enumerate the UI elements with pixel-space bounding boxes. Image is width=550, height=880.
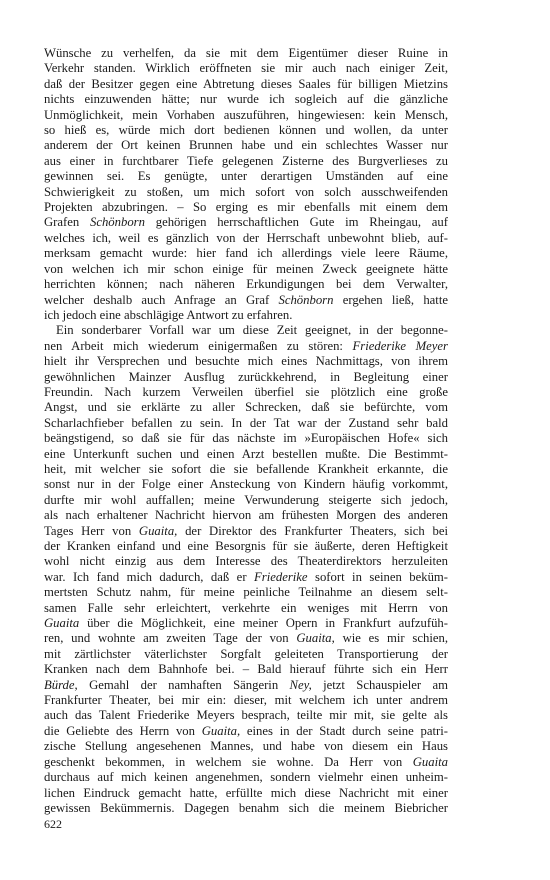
text-run: über die Möglichkeit, eine meiner Opern in Frankfurt aufzufüh- — [79, 616, 448, 631]
text-run: welcher deshalb auch Anfrage an Graf — [44, 292, 279, 307]
text-run: Wünsche zu verhelfen, da sie mit dem Eigentümer dieser Ruine in — [44, 46, 448, 60]
text-line — [44, 46, 448, 61]
text-line — [44, 92, 448, 107]
italic-name: Bürde, — [44, 677, 78, 692]
text-run: Projekten abzubringen. – So erging es mir ebenfalls mit einem dem — [44, 200, 448, 215]
text-run: Scharlachfieber befallen zu sein. In der Tat war der Zustand sehr bald — [44, 415, 448, 430]
text-line — [44, 601, 448, 616]
text-run: Angst, und sie erklärte zu aller Schrecken, daß sie befürchte, vom — [44, 400, 448, 415]
italic-name: Schönborn — [278, 292, 334, 307]
italic-name: Guaita, — [138, 523, 178, 538]
text-run: so hieß es, würde mich dort bedienen können und wollen, da unter — [44, 123, 448, 138]
text-line — [44, 662, 448, 677]
text-run: zische Stellung angesehenen Mannes, und habe von diesem ein Haus — [44, 739, 448, 754]
text-line — [44, 416, 448, 431]
text-run: Gemahl der namhaften Sängerin — [77, 677, 290, 692]
text-run: Unmöglichkeit, mein Vorhaben auszuführen, hingewiesen: kein Mensch, — [44, 107, 448, 122]
text-run: sonst nur in der Folge einer Ansteckung von Kindern häufig vorkommt, — [44, 477, 448, 492]
text-run: aus einer in furchtbarer Tiefe gelegenen Zisterne des Burgverlieses zu — [44, 153, 448, 168]
text-line — [44, 786, 448, 801]
text-line — [44, 400, 448, 415]
paragraph — [44, 46, 448, 323]
text-run: eine Unterkunft suchen und einen Arzt bestellen mußte. Die Bestimmt- — [44, 446, 448, 461]
text-line — [44, 77, 448, 92]
text-line — [44, 169, 448, 184]
text-run: Frankfurter Theater, bei mir ein: dieser, mit welchem ich unter andrem — [44, 693, 448, 708]
text-line — [44, 293, 448, 308]
text-line — [44, 123, 448, 138]
text-line — [44, 262, 448, 277]
text-run: daß der Besitzer gegen eine Abtretung dieses Saales für billigen Mietzins — [44, 76, 448, 91]
text-line — [44, 770, 448, 785]
text-line — [44, 554, 448, 569]
text-run: war. Ich fand mich dadurch, daß er — [44, 569, 254, 584]
text-line — [44, 370, 448, 385]
text-line — [44, 138, 448, 153]
text-line — [44, 724, 448, 739]
text-run: jetzt Schauspieler am — [311, 677, 448, 692]
paragraph — [44, 323, 448, 816]
text-line — [44, 508, 448, 523]
text-run: welches ich, weil es gänzlich von der Herrschaft unbewohnt blieb, auf- — [44, 230, 448, 245]
text-line — [44, 493, 448, 508]
text-line — [44, 61, 448, 76]
text-line — [44, 631, 448, 646]
text-line — [44, 708, 448, 723]
text-line — [44, 246, 448, 261]
text-run: mit zärtlichster väterlichster Sorgfalt geleiteten Transportierung der — [44, 646, 448, 661]
text-run: der Direktor des Frankfurter Theaters, sich bei — [177, 523, 448, 538]
text-run: sofort in seinen beküm- — [307, 569, 449, 584]
text-run: gewinnen sei. Es genügte, unter derartigen Umständen auf eine — [44, 169, 448, 184]
text-run: Schwierigkeit zu stoßen, um mich sofort von solch ausschweifenden — [44, 184, 448, 199]
text-line — [44, 477, 448, 492]
text-line — [44, 431, 448, 446]
italic-name: Guaita — [412, 754, 448, 769]
text-run: nen Arbeit mich wiederum einigermaßen zu stören: — [44, 338, 353, 353]
body-text — [44, 46, 448, 816]
text-line — [44, 647, 448, 662]
italic-name: Guaita, — [201, 723, 241, 738]
italic-name: Friederike — [254, 569, 308, 584]
text-run: samen Falle sehr erleichtert, verkehrte ein weniges mit Herrn von — [44, 600, 448, 615]
text-run: anderem der Ort keinen Brunnen habe und ein schlechtes Wasser nur — [44, 138, 448, 153]
text-run: Freundin. Nach kurzem Verweilen überfiel sie plötzlich eine große — [44, 384, 448, 399]
text-run: wohl nicht einzig aus dem Interesse des Theaterdirektors herzuleiten — [44, 554, 448, 569]
text-line — [44, 801, 448, 816]
text-line — [44, 108, 448, 123]
italic-name: Schönborn — [89, 215, 145, 230]
text-line — [44, 339, 448, 354]
text-run: auch das Talent Friederike Meyers besprach, teilte mir mit, sie gelte als — [44, 708, 448, 723]
text-line — [44, 185, 448, 200]
text-run: gewöhnlichen Mainzer Ausflug zurückkehrend, in Begleitung einer — [44, 369, 448, 384]
text-line — [44, 385, 448, 400]
text-run: beängstigend, so daß sie für das nächste im »Europäischen Hofe« sich — [44, 431, 448, 446]
text-run: eines in der Stadt durch seine patri- — [240, 723, 448, 738]
italic-name: Guaita, — [296, 631, 335, 646]
text-run: merksam gemacht wurde: hier fand ich allerdings viele leere Räume, — [44, 246, 448, 261]
page-number: 622 — [44, 817, 62, 831]
text-line — [44, 231, 448, 246]
text-run: ren, und wohnte am zweiten Tage der von — [44, 631, 297, 646]
text-line — [44, 678, 448, 693]
text-run: wie es mir schien, — [334, 631, 448, 646]
text-run: ergehen ließ, hatte — [333, 292, 448, 307]
text-run: gewissen Bekümmernis. Dagegen benahm sich die meinem Biebricher — [44, 800, 448, 815]
italic-name: Friederike Meyer — [352, 338, 448, 353]
text-run: gehörigen herrschaftlichen Gute im Rheingau, auf — [144, 215, 448, 230]
text-line — [44, 616, 448, 631]
text-line — [44, 739, 448, 754]
text-run: ich jedoch eine abschlägige Antwort zu erfahren. — [44, 307, 293, 322]
text-line — [44, 524, 448, 539]
text-run: die Geliebte des Herrn von — [44, 723, 202, 738]
text-run: mertsten Schutz nahm, für meine peinliche Teilnahme an diesem selt- — [44, 585, 448, 600]
text-run: der Kranken einfand und eine Besorgnis für sie äußerte, deren Heftigkeit — [44, 539, 448, 553]
text-run: durchaus auf mich keinen angenehmen, sondern vielmehr einen unheim- — [44, 770, 448, 785]
text-run: als nach erhaltener Nachricht hiervon am frühesten Morgen des anderen — [44, 508, 448, 523]
text-run: hielt ihr Versprechen und besuchte mich eines Nachmittags, von ihrem — [44, 354, 448, 369]
text-line — [44, 447, 448, 462]
text-line — [44, 539, 448, 554]
text-run: geschenkt bekommen, in welchem sie wohne. Da Herr von — [44, 754, 413, 769]
italic-name: Guaita — [44, 616, 80, 631]
text-run: Tages Herr von — [44, 523, 139, 538]
text-line — [44, 277, 448, 292]
text-line — [44, 308, 448, 323]
text-run: Verkehr standen. Wirklich eröffneten sie mir auch nach einiger Zeit, — [44, 61, 448, 76]
text-run: herrichten können; nach näheren Erkundigungen bei dem Verwalter, — [44, 277, 448, 292]
text-run: Grafen — [44, 215, 90, 230]
text-run: lichen Eindruck gemacht hatte, erfüllte mich diese Nachricht mit einer — [44, 785, 448, 800]
text-line — [44, 755, 448, 770]
text-line — [44, 462, 448, 477]
text-run: Ein sonderbarer Vorfall war um diese Zeit geeignet, in der begonne- — [56, 323, 448, 338]
text-line — [44, 693, 448, 708]
text-run: heit, mit welcher sie sofort die sie befallende Krankheit erkannte, die — [44, 461, 448, 476]
text-line — [44, 215, 448, 230]
text-line — [44, 585, 448, 600]
text-run: Kranken nach dem Bahnhofe bei. – Bald hierauf führte sich ein Herr — [44, 662, 448, 677]
text-line — [44, 200, 448, 215]
text-line — [44, 323, 448, 338]
text-line — [44, 570, 448, 585]
text-run: von welchen ich mir schon einige für meinen Zweck geeignete hätte — [44, 261, 448, 276]
text-run: nichts einzuwenden hätte; nur wurde ich sogleich auf die gänzliche — [44, 92, 448, 107]
italic-name: Ney, — [289, 677, 312, 692]
text-run: durfte mir wohl auffallen; meine Verwunderung steigerte sich jedoch, — [44, 492, 448, 507]
text-line — [44, 154, 448, 169]
text-line — [44, 354, 448, 369]
